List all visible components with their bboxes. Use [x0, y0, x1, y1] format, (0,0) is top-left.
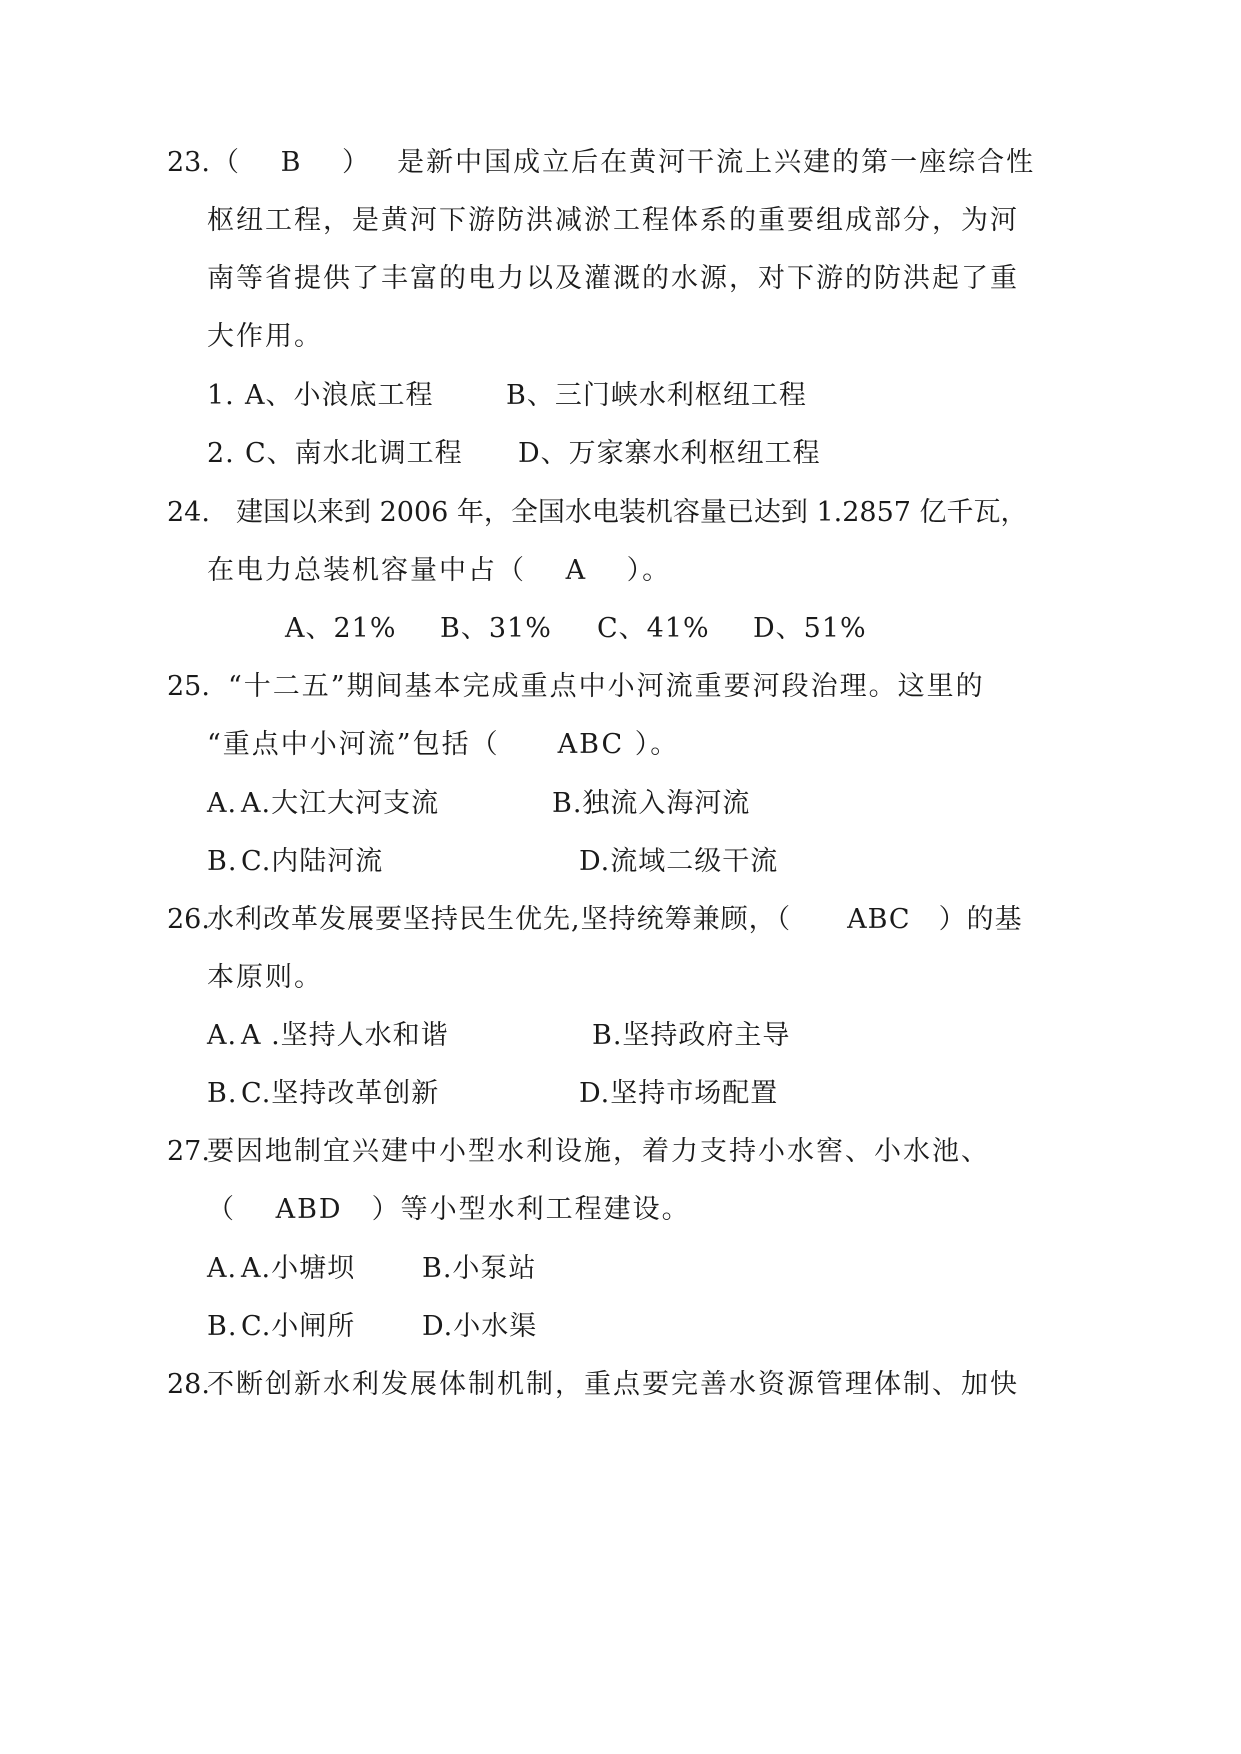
question-text-line: 南等省提供了丰富的电力以及灌溉的水源，对下游的防洪起了重 [207, 263, 1019, 294]
option-d: D.流域二级干流 [579, 846, 779, 877]
option-a: A、21% [285, 613, 397, 644]
question-text-line: “十二五”期间基本完成重点中小河流重要河段治理。这里的 [228, 671, 985, 702]
option-c: C.小闸所 [241, 1311, 356, 1342]
question-number: 26. [167, 904, 210, 935]
question-text-line: 本原则。 [207, 962, 323, 993]
option-row-marker: 1. [207, 380, 235, 411]
option-row-marker: B. [207, 1311, 238, 1342]
question-text-line: 枢纽工程，是黄河下游防洪减淤工程体系的重要组成部分，为河 [207, 205, 1019, 236]
option-c: C、41% [597, 613, 710, 644]
option-row-marker: 2. [207, 438, 235, 469]
question-number: 28. [167, 1369, 210, 1400]
question-text-line: 不断创新水利发展体制机制，重点要完善水资源管理体制、加快 [207, 1369, 1019, 1400]
option-b: B、三门峡水利枢纽工程 [506, 380, 807, 411]
option-row-marker: A. [207, 788, 238, 819]
option-row-marker: A. [207, 1020, 238, 1051]
question-number: 25. [167, 671, 210, 702]
option-b: B.坚持政府主导 [592, 1020, 791, 1051]
question-text-line: 要因地制宜兴建中小型水利设施，着力支持小水窖、小水池、 [207, 1136, 990, 1167]
option-d: D、万家寨水利枢纽工程 [518, 438, 821, 469]
option-b: B.小泵站 [422, 1253, 537, 1284]
question-text-line: 水利改革发展要坚持民生优先,坚持统筹兼顾，（ ABC ）的基 [207, 904, 1023, 935]
option-row-marker: B. [207, 1078, 238, 1109]
question-number: 27. [167, 1136, 210, 1167]
question-text-line: “重点中小河流”包括（ ABC ）。 [207, 729, 680, 760]
question-text-line: 建国以来到 2006 年，全国水电装机容量已达到 1.2857 亿千瓦， [236, 497, 1028, 528]
option-b: B、31% [440, 613, 552, 644]
option-b: B.独流入海河流 [552, 788, 751, 819]
option-c: C.坚持改革创新 [241, 1078, 440, 1109]
option-row-marker: B. [207, 846, 238, 877]
question-number: 24. [167, 497, 210, 528]
question-text-line: 在电力总装机容量中占（ A ）。 [207, 555, 672, 586]
question-text-line: 大作用。 [207, 321, 323, 352]
option-c: C.内陆河流 [241, 846, 384, 877]
option-a: A、小浪底工程 [245, 380, 434, 411]
question-text-line: （ ABD ）等小型水利工程建设。 [207, 1194, 691, 1225]
option-d: D.小水渠 [422, 1311, 538, 1342]
option-row-marker: A. [207, 1253, 238, 1284]
option-a: A.大江大河支流 [241, 788, 440, 819]
option-d: D、51% [753, 613, 867, 644]
question-text-line: （ B ） 是新中国成立后在黄河干流上兴建的第一座综合性 [212, 147, 1036, 178]
option-a: A .坚持人水和谐 [241, 1020, 449, 1051]
question-number: 23. [167, 147, 210, 178]
option-a: A.小塘坝 [241, 1253, 356, 1284]
option-c: C、南水北调工程 [245, 438, 463, 469]
option-d: D.坚持市场配置 [579, 1078, 779, 1109]
